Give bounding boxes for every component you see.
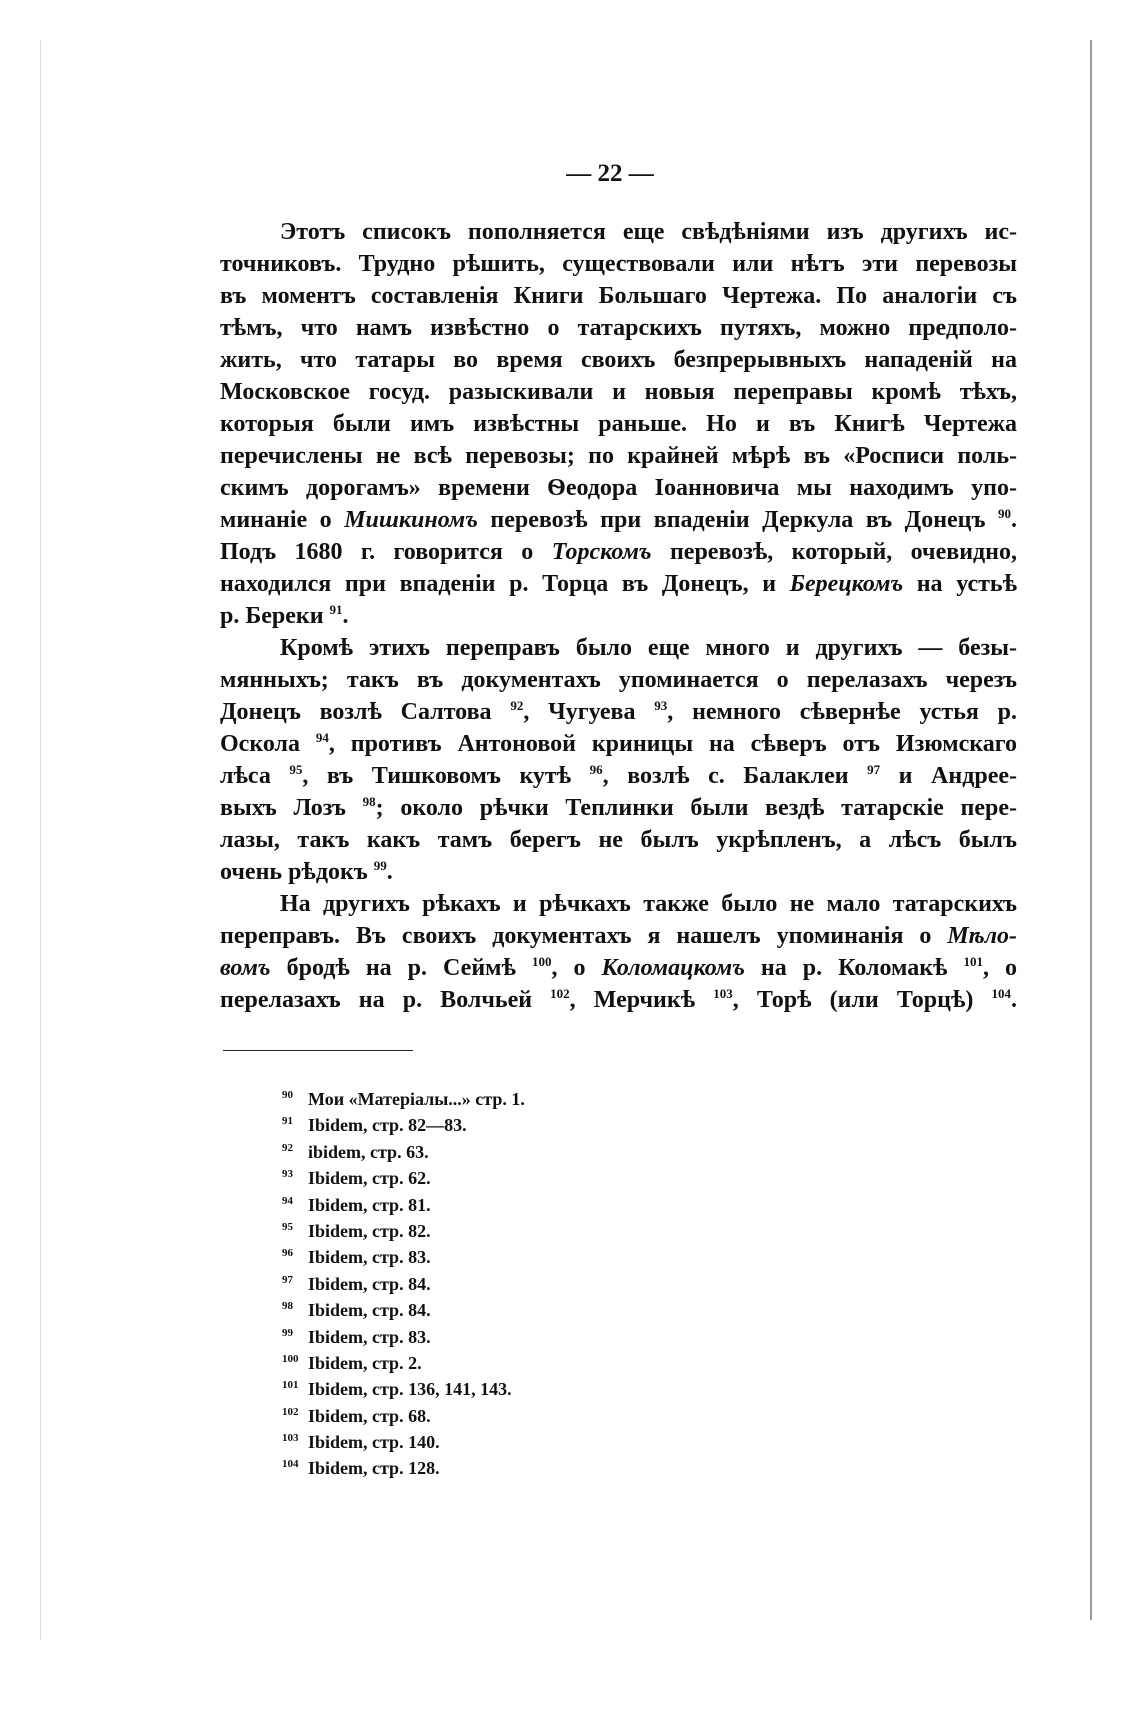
footnote (282, 1244, 525, 1270)
footnote-ref: 93 (654, 698, 668, 713)
footnote-text: Ibidem, стр. 140. (308, 1432, 440, 1453)
text-span: , въ Тишковомъ кутѣ (302, 763, 590, 789)
footnote-text: Ibidem, стр. 82—83. (308, 1115, 467, 1136)
footnote-number: 93 (282, 1168, 293, 1181)
footnote (282, 1429, 525, 1455)
text-span: Оскола (220, 731, 316, 757)
text-span: которыя были имъ извѣстны раньше. Но и въ Книгѣ Чертежа (220, 411, 1017, 437)
text-span: минаніе о (220, 507, 345, 533)
text-line (220, 280, 1017, 312)
footnote (282, 1192, 525, 1218)
footnote-number: 101 (282, 1379, 299, 1392)
italic-text: вомъ (220, 955, 271, 981)
text-line (220, 504, 1017, 536)
footnote (282, 1086, 525, 1112)
footnote-text: Ibidem, стр. 62. (308, 1168, 431, 1189)
text-span: на р. Коломакѣ (744, 955, 964, 981)
text-span: и Андрее- (880, 763, 1017, 789)
italic-text: Мѣло- (947, 923, 1017, 949)
text-span: На другихъ рѣкахъ и рѣчкахъ также было не мало татарскихъ (280, 891, 1017, 917)
text-line (220, 824, 1017, 856)
text-span: перелазахъ на р. Волчьей (220, 987, 551, 1013)
footnote-ref: 91 (329, 602, 343, 617)
footnote-number: 104 (282, 1458, 299, 1471)
text-line (220, 344, 1017, 376)
footnote-ref: 99 (373, 858, 387, 873)
text-span: мянныхъ; такъ въ документахъ упоминается о перелазахъ черезъ (220, 667, 1017, 693)
text-line (220, 888, 1017, 920)
footnote (282, 1376, 525, 1402)
footnote-text: ibidem, стр. 63. (308, 1141, 429, 1162)
footnote (282, 1324, 525, 1350)
footnote (282, 1165, 525, 1191)
footnote (282, 1350, 525, 1376)
text-span: Донецъ возлѣ Салтова (220, 699, 511, 725)
footnote-number: 97 (282, 1273, 293, 1286)
text-span: . (342, 603, 349, 629)
footnote (282, 1139, 525, 1165)
text-span: бродѣ на р. Сеймѣ (270, 955, 532, 981)
text-span: , немного сѣвернѣе устья р. (667, 699, 1017, 725)
footnote-number: 100 (282, 1352, 299, 1365)
text-line (220, 376, 1017, 408)
text-span: ; около рѣчки Теплинки были вездѣ татарскіе пере- (375, 795, 1017, 821)
body-text (220, 216, 1017, 1016)
text-span: . (386, 859, 393, 885)
footnote-ref: 100 (531, 954, 552, 969)
footnote (282, 1297, 525, 1323)
footnote-ref: 95 (289, 762, 303, 777)
text-span: , противъ Антоновой криницы на сѣверъ отъ Изюмскаго (328, 731, 1017, 757)
text-span: на устьѣ (903, 571, 1017, 597)
text-line (220, 536, 1017, 568)
text-line (220, 856, 1017, 888)
italic-text: Торскомъ (551, 539, 652, 565)
footnote-text: Ibidem, стр. 81. (308, 1194, 431, 1215)
footnote-ref: 90 (998, 506, 1012, 521)
footnote-text: Ibidem, стр. 128. (308, 1458, 440, 1479)
text-line (220, 984, 1017, 1016)
footnote-text: Ibidem, стр. 84. (308, 1273, 431, 1294)
footnote-number: 92 (282, 1141, 293, 1154)
text-line (220, 728, 1017, 760)
text-span: , Мерчикѣ (569, 987, 714, 1013)
text-line (220, 664, 1017, 696)
text-span: Подъ 1680 г. говорится о (220, 539, 552, 565)
text-span: лѣса (220, 763, 290, 789)
footnote-ref: 102 (550, 986, 570, 1001)
text-line (220, 408, 1017, 440)
text-span: , о (982, 955, 1017, 981)
footnote-number: 94 (282, 1194, 293, 1207)
footnote-ref: 92 (510, 698, 524, 713)
text-span: , Чугуева (523, 699, 655, 725)
text-span: , о (551, 955, 602, 981)
text-span: лазы, такъ какъ тамъ берегъ не былъ укрѣпленъ, а лѣсъ былъ (220, 827, 1017, 853)
text-span: , Торѣ (или Торцѣ) (732, 987, 992, 1013)
text-span: выхъ Лозъ (220, 795, 363, 821)
italic-text: Коломацкомъ (601, 955, 745, 981)
page-edge-left (40, 40, 41, 1640)
footnote-text: Ibidem, стр. 83. (308, 1326, 431, 1347)
footnote-ref: 104 (991, 986, 1011, 1001)
page-number: — 22 — (566, 160, 654, 187)
italic-text: Мишкиномъ (344, 507, 478, 533)
text-line (220, 216, 1017, 248)
footnote-number: 95 (282, 1220, 293, 1233)
footnote-number: 98 (282, 1300, 293, 1313)
text-span: въ моментъ составленія Книги Большаго Чертежа. По аналогіи съ (220, 283, 1017, 309)
text-line (220, 600, 1017, 632)
text-line (220, 760, 1017, 792)
footnote-ref: 103 (713, 986, 733, 1001)
text-line (220, 696, 1017, 728)
text-line (220, 792, 1017, 824)
footnote-ref: 94 (315, 730, 329, 745)
text-span: находился при впаденіи р. Торца въ Донецъ, и (220, 571, 790, 597)
footnotes (282, 1086, 525, 1482)
text-span: очень рѣдокъ (220, 859, 374, 885)
footnote-ref: 96 (589, 762, 603, 777)
footnote-text: Ibidem, стр. 84. (308, 1300, 431, 1321)
text-line (220, 248, 1017, 280)
footnote-number: 90 (282, 1089, 293, 1101)
text-span: тѣмъ, что намъ извѣстно о татарскихъ путяхъ, можно предполо- (220, 315, 1017, 341)
text-span: Кромѣ этихъ переправъ было еще много и другихъ — безы- (280, 635, 1017, 661)
text-line (220, 312, 1017, 344)
text-span: скимъ дорогамъ» времени Ѳеодора Іоанновича мы находимъ упо- (220, 475, 1017, 501)
footnote-divider (223, 1050, 413, 1051)
text-line (220, 952, 1017, 984)
footnote-ref: 98 (362, 794, 376, 809)
text-span: точниковъ. Трудно рѣшить, существовали или нѣтъ эти перевозы (220, 251, 1017, 277)
text-span: . (1011, 507, 1017, 533)
footnote-text: Ibidem, стр. 82. (308, 1220, 431, 1241)
footnote (282, 1403, 525, 1429)
text-span: , возлѣ с. Балаклеи (602, 763, 868, 789)
text-span: р. Береки (220, 603, 330, 629)
footnote-ref: 97 (867, 762, 881, 777)
footnote-text: Ibidem, стр. 68. (308, 1405, 431, 1426)
page-edge-right (1090, 40, 1092, 1620)
text-span: . (1010, 987, 1017, 1013)
text-span: Этотъ списокъ пополняется еще свѣдѣніями изъ другихъ ис- (280, 219, 1017, 245)
footnote-ref: 101 (963, 954, 983, 969)
footnote-number: 103 (282, 1432, 299, 1445)
footnote-text: Мои «Матеріалы...» стр. 1. (308, 1089, 525, 1109)
text-span: жить, что татары во время своихъ безпрерывныхъ нападеній на (220, 347, 1017, 373)
text-line (220, 440, 1017, 472)
footnote-number: 91 (282, 1115, 293, 1128)
footnote-text: Ibidem, стр. 83. (308, 1247, 431, 1268)
footnote-number: 99 (282, 1326, 293, 1339)
footnote (282, 1271, 525, 1297)
footnote (282, 1112, 525, 1138)
footnote-text: Ibidem, стр. 136, 141, 143. (308, 1379, 512, 1400)
text-span: перечислены не всѣ перевозы; по крайней мѣрѣ въ «Росписи поль- (220, 443, 1017, 469)
text-line (220, 568, 1017, 600)
text-line (220, 632, 1017, 664)
text-line (220, 920, 1017, 952)
text-span: Московское госуд. разыскивали и новыя переправы кромѣ тѣхъ, (220, 379, 1017, 405)
text-line (220, 472, 1017, 504)
footnote-number: 102 (282, 1405, 299, 1418)
footnote-number: 96 (282, 1247, 293, 1260)
text-span: переправъ. Въ своихъ документахъ я нашелъ упоминанія о (220, 923, 948, 949)
text-span: перевозѣ, который, очевидно, (651, 539, 1017, 565)
italic-text: Берецкомъ (789, 571, 904, 597)
text-span: перевозѣ при впаденіи Деркула въ Донецъ (477, 507, 999, 533)
footnote-text: Ibidem, стр. 2. (308, 1352, 422, 1373)
footnote (282, 1218, 525, 1244)
footnote (282, 1455, 525, 1481)
